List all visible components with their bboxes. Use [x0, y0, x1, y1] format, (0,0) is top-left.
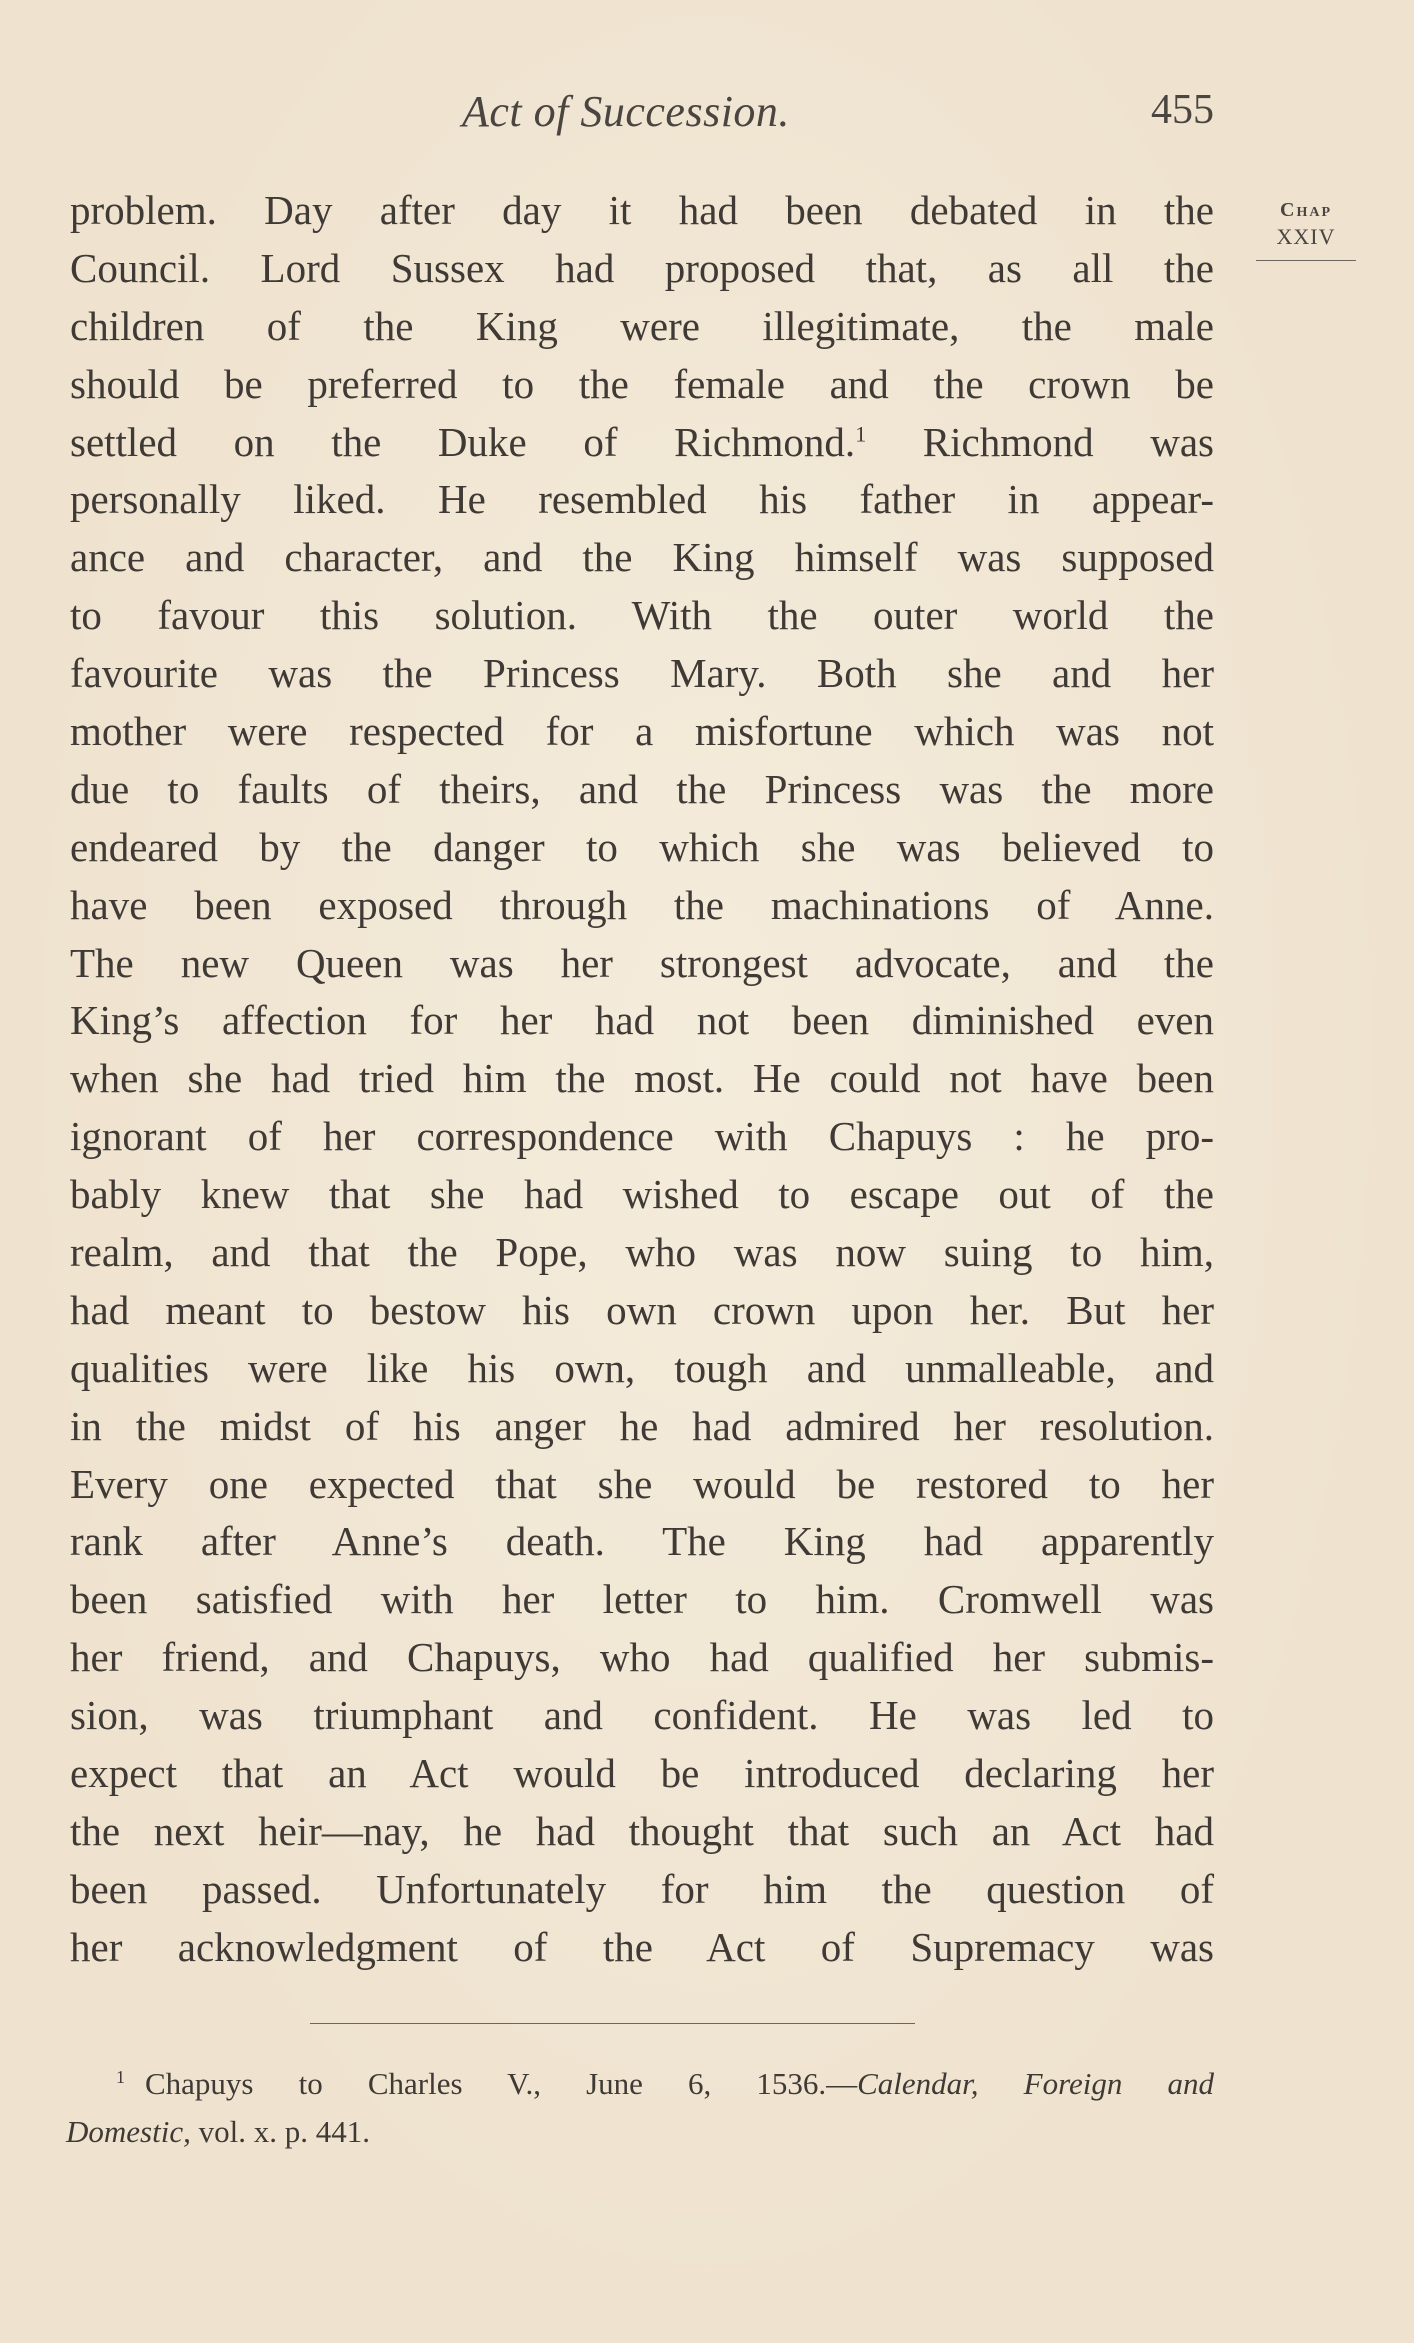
text-line-segment: settled on the Duke of Richmond. — [70, 418, 856, 465]
text-line: had meant to bestow his own crown upon her. But her — [70, 1286, 1214, 1333]
text-line: King’s affection for her had not been diminished even — [70, 997, 1214, 1044]
footnote-reference: 1 — [855, 420, 867, 446]
chapter-label: Chap — [1280, 199, 1332, 221]
text-line: The new Queen was her strongest advocate, and the — [70, 939, 1214, 986]
footnote-text: vol. x. p. 441. — [190, 2114, 370, 2149]
text-line: personally liked. He resembled his father in appear- — [70, 476, 1214, 523]
text-line: problem. Day after day it had been debated in the — [70, 187, 1214, 233]
text-line: bably knew that she had wished to escape out of the — [70, 1171, 1214, 1218]
text-line: Council. Lord Sussex had proposed that, as all the — [70, 244, 1214, 291]
text-line: been passed. Unfortunately for him the question of — [70, 1865, 1214, 1912]
text-line: should be preferred to the female and the crown be — [70, 360, 1214, 407]
text-line: the next heir—nay, he had thought that such an Act had — [70, 1807, 1214, 1854]
page-header — [70, 86, 1214, 146]
text-line: endeared by the danger to which she was believed to — [70, 823, 1214, 870]
text-line-segment: Richmond was — [922, 418, 1214, 465]
text-line: in the midst of his anger he had admired her resolution. — [70, 1402, 1214, 1449]
chapter-rule — [1256, 260, 1356, 261]
footnote-line — [66, 2108, 1214, 2156]
body-paragraph — [70, 182, 1214, 1977]
text-line: ignorant of her correspondence with Chapuys : he pro- — [70, 1113, 1214, 1160]
text-line: children of the King were illegitimate, the male — [70, 302, 1214, 349]
text-line: Every one expected that she would be restored to her — [70, 1460, 1214, 1507]
text-line: due to faults of theirs, and the Princess was the more — [70, 765, 1214, 812]
text-line: qualities were like his own, tough and unmalleable, and — [70, 1344, 1214, 1391]
footnote-text: Chapuys to Charles V., June 6, 1536.— — [145, 2066, 858, 2101]
footnote — [66, 2060, 1214, 2156]
text-line: ance and character, and the King himself was supposed — [70, 534, 1214, 581]
text-line: expect that an Act would be introduced declaring her — [70, 1750, 1214, 1797]
text-line: been satisfied with her letter to him. Cromwell was — [70, 1576, 1214, 1623]
chapter-number: XXIV — [1276, 224, 1336, 249]
text-line: to favour this solution. With the outer world the — [70, 592, 1214, 639]
footnote-source-title: Calendar, Foreign and — [857, 2066, 1214, 2101]
text-line: have been exposed through the machinations of Anne. — [70, 881, 1214, 928]
footnote-line — [66, 2060, 1214, 2108]
text-line: her acknowledgment of the Act of Supremacy was — [70, 1923, 1214, 1970]
footnote-divider — [310, 2023, 915, 2024]
text-line: favourite was the Princess Mary. Both she and her — [70, 650, 1214, 697]
text-line: rank after Anne’s death. The King had apparently — [70, 1518, 1214, 1565]
footnote-mark: 1 — [116, 2066, 125, 2087]
text-line-with-footnote-ref — [70, 414, 1214, 472]
text-line: her friend, and Chapuys, who had qualified her submis- — [70, 1634, 1214, 1681]
page-number: 455 — [1151, 87, 1214, 133]
text-line: realm, and that the Pope, who was now suing to him, — [70, 1229, 1214, 1276]
text-line: when she had tried him the most. He could not have been — [70, 1055, 1214, 1102]
running-title: Act of Succession. — [462, 87, 790, 136]
text-line: mother were respected for a misfortune which was not — [70, 708, 1214, 755]
chapter-marginal-note — [1256, 196, 1356, 261]
text-line: sion, was triumphant and confident. He was led to — [70, 1692, 1214, 1739]
footnote-source-title: Domestic, — [66, 2114, 191, 2149]
